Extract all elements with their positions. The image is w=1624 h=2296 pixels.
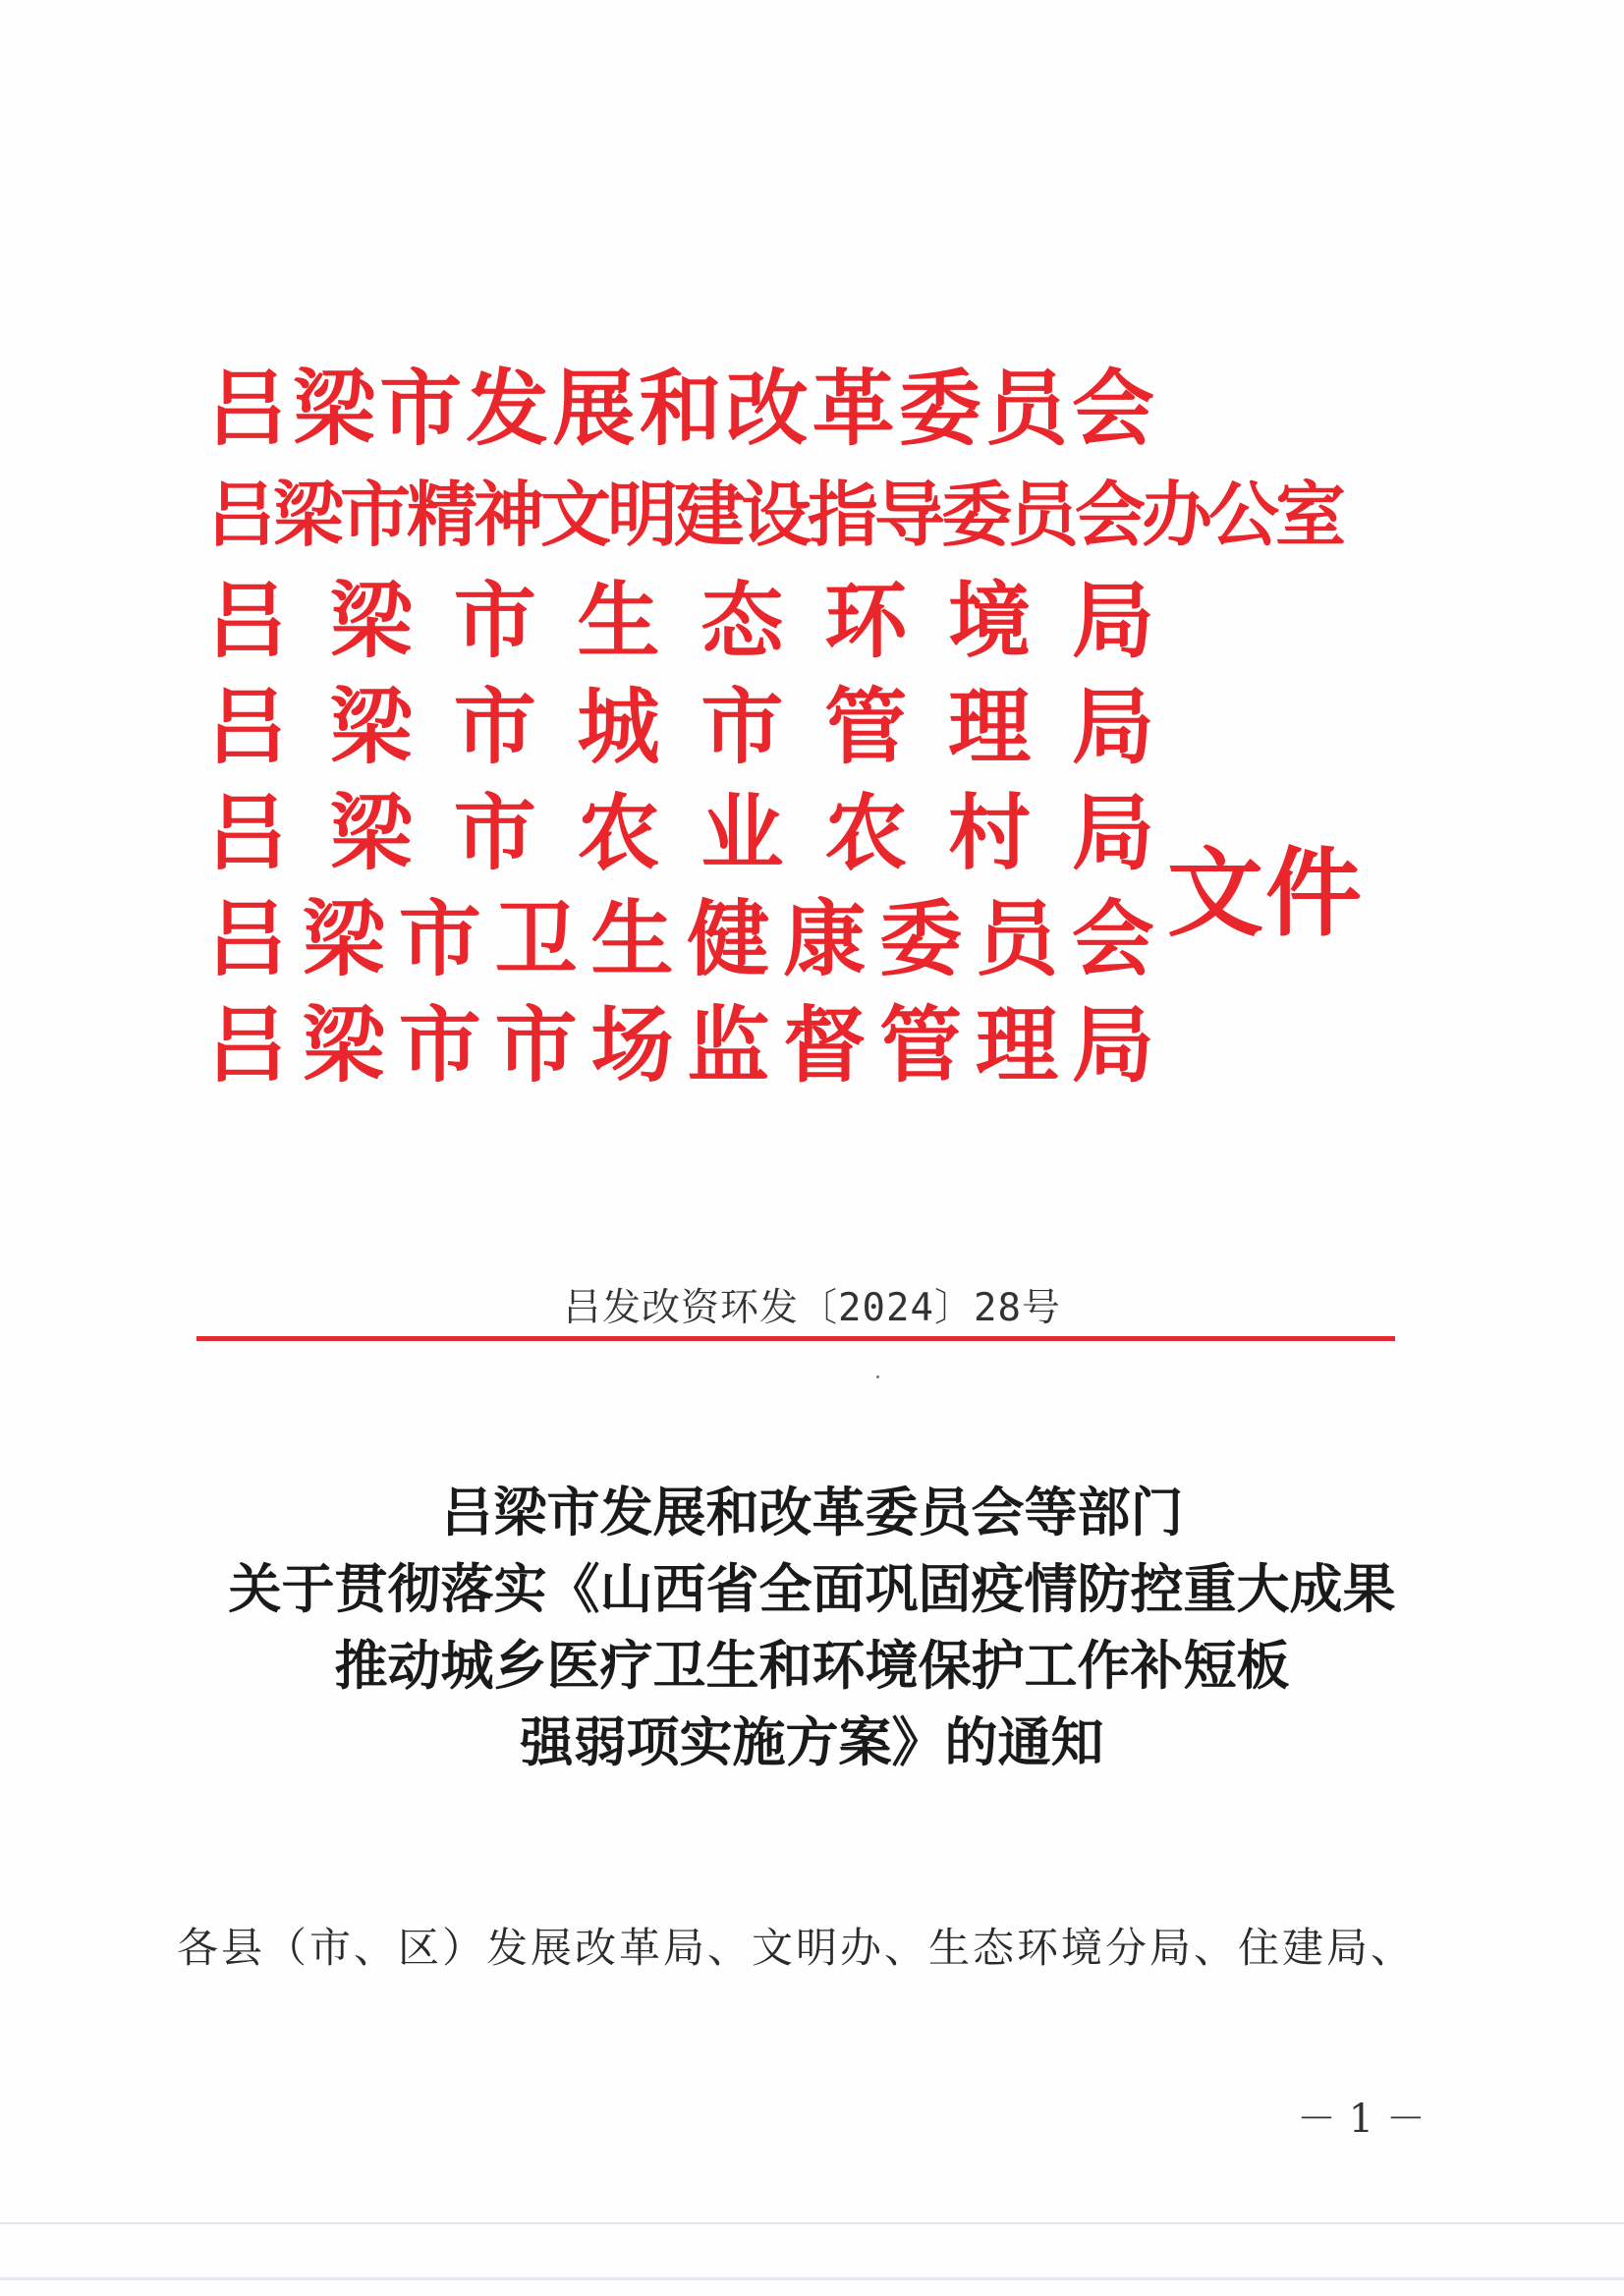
issuer-char: 市 <box>398 996 481 1093</box>
issuer-char: 展 <box>552 360 636 457</box>
scan-edge <box>0 2277 1624 2280</box>
issuer-char: 局 <box>1071 572 1154 669</box>
issuer-char: 局 <box>1071 996 1154 1093</box>
title-line: 关于贯彻落实《山西省全面巩固疫情防控重大成果 <box>228 1557 1396 1620</box>
issuer-char: 城 <box>577 678 660 775</box>
issuer-char: 村 <box>948 784 1032 881</box>
red-separator-rule <box>196 1336 1395 1341</box>
title-line: 推动城乡医疗卫生和环境保护工作补短板 <box>334 1634 1290 1697</box>
issuer-line <box>206 886 1154 992</box>
document-title <box>0 1474 1624 1780</box>
issuer-char: 生 <box>577 572 660 669</box>
issuer-char: 康 <box>783 890 867 987</box>
issuer-line <box>206 568 1154 674</box>
issuer-char: 梁 <box>302 996 385 1093</box>
issuer-char: 吕 <box>206 890 290 987</box>
issuer-char: 市 <box>453 784 536 881</box>
issuer-char: 生 <box>590 890 674 987</box>
issuer-char: 委 <box>879 890 963 987</box>
issuer-char: 理 <box>948 678 1032 775</box>
issuer-char: 理 <box>976 996 1059 1093</box>
issuer-char: 业 <box>700 784 784 881</box>
issuer-char: 发 <box>466 360 549 457</box>
issuer-char: 管 <box>824 678 908 775</box>
issuer-char: 农 <box>824 784 908 881</box>
issuer-char: 境 <box>948 572 1032 669</box>
issuer-char: 吕 <box>206 360 290 457</box>
issuer-char: 市 <box>398 890 481 987</box>
issuer-line <box>206 992 1154 1098</box>
issuer-char: 监 <box>687 996 770 1093</box>
issuer-char: 市 <box>700 678 784 775</box>
scan-edge <box>0 2222 1624 2224</box>
issuer-char: 员 <box>976 890 1059 987</box>
issuer-char: 市 <box>453 678 536 775</box>
issuer-char: 督 <box>783 996 867 1093</box>
issuer-char: 革 <box>812 360 895 457</box>
issuer-char: 和 <box>639 360 722 457</box>
issuer-char: 员 <box>984 360 1068 457</box>
document-type-label: 文件 <box>1167 837 1365 950</box>
salutation: 各县（市、区）发展改革局、文明办、生态环境分局、住建局、 <box>177 1924 1416 1972</box>
issuer-char: 梁 <box>293 360 376 457</box>
issuer-line <box>206 674 1154 780</box>
issuer-char: 市 <box>494 996 578 1093</box>
issuer-char: 卫 <box>494 890 578 987</box>
issuer-char: 会 <box>1071 360 1154 457</box>
issuer-char: 健 <box>687 890 770 987</box>
issuer-char: 市 <box>379 360 463 457</box>
page-number: － 1 － <box>1297 2097 1426 2142</box>
issuer-char: 市 <box>453 572 536 669</box>
issuer-char: 农 <box>577 784 660 881</box>
issuer-char: 委 <box>898 360 981 457</box>
issuer-char: 管 <box>879 996 963 1093</box>
issuer-char: 吕 <box>206 678 290 775</box>
issuer-char: 态 <box>700 572 784 669</box>
issuer-char: 吕 <box>206 784 290 881</box>
issuer-char: 吕 <box>206 996 290 1093</box>
issuer-char: 场 <box>590 996 674 1093</box>
issuer-char: 梁 <box>329 572 413 669</box>
issuer-line: 吕梁市精神文明建设指导委员会办公室 <box>206 473 1343 556</box>
title-line: 强弱项实施方案》的通知 <box>520 1710 1104 1773</box>
issuer-char: 吕 <box>206 572 290 669</box>
issuer-char: 改 <box>725 360 809 457</box>
issuer-char: 局 <box>1071 784 1154 881</box>
issuer-line <box>206 780 1154 886</box>
issuer-char: 环 <box>824 572 908 669</box>
issuer-line <box>206 356 1154 462</box>
issuer-char: 局 <box>1071 678 1154 775</box>
issuer-char: 梁 <box>329 678 413 775</box>
issuer-char: 会 <box>1071 890 1154 987</box>
issuer-char: 梁 <box>302 890 385 987</box>
document-number: 吕发改资环发〔2024〕28号 <box>563 1286 1061 1330</box>
title-line: 吕梁市发展和改革委员会等部门 <box>440 1481 1184 1543</box>
issuer-char: 梁 <box>329 784 413 881</box>
scan-speck <box>876 1375 879 1378</box>
